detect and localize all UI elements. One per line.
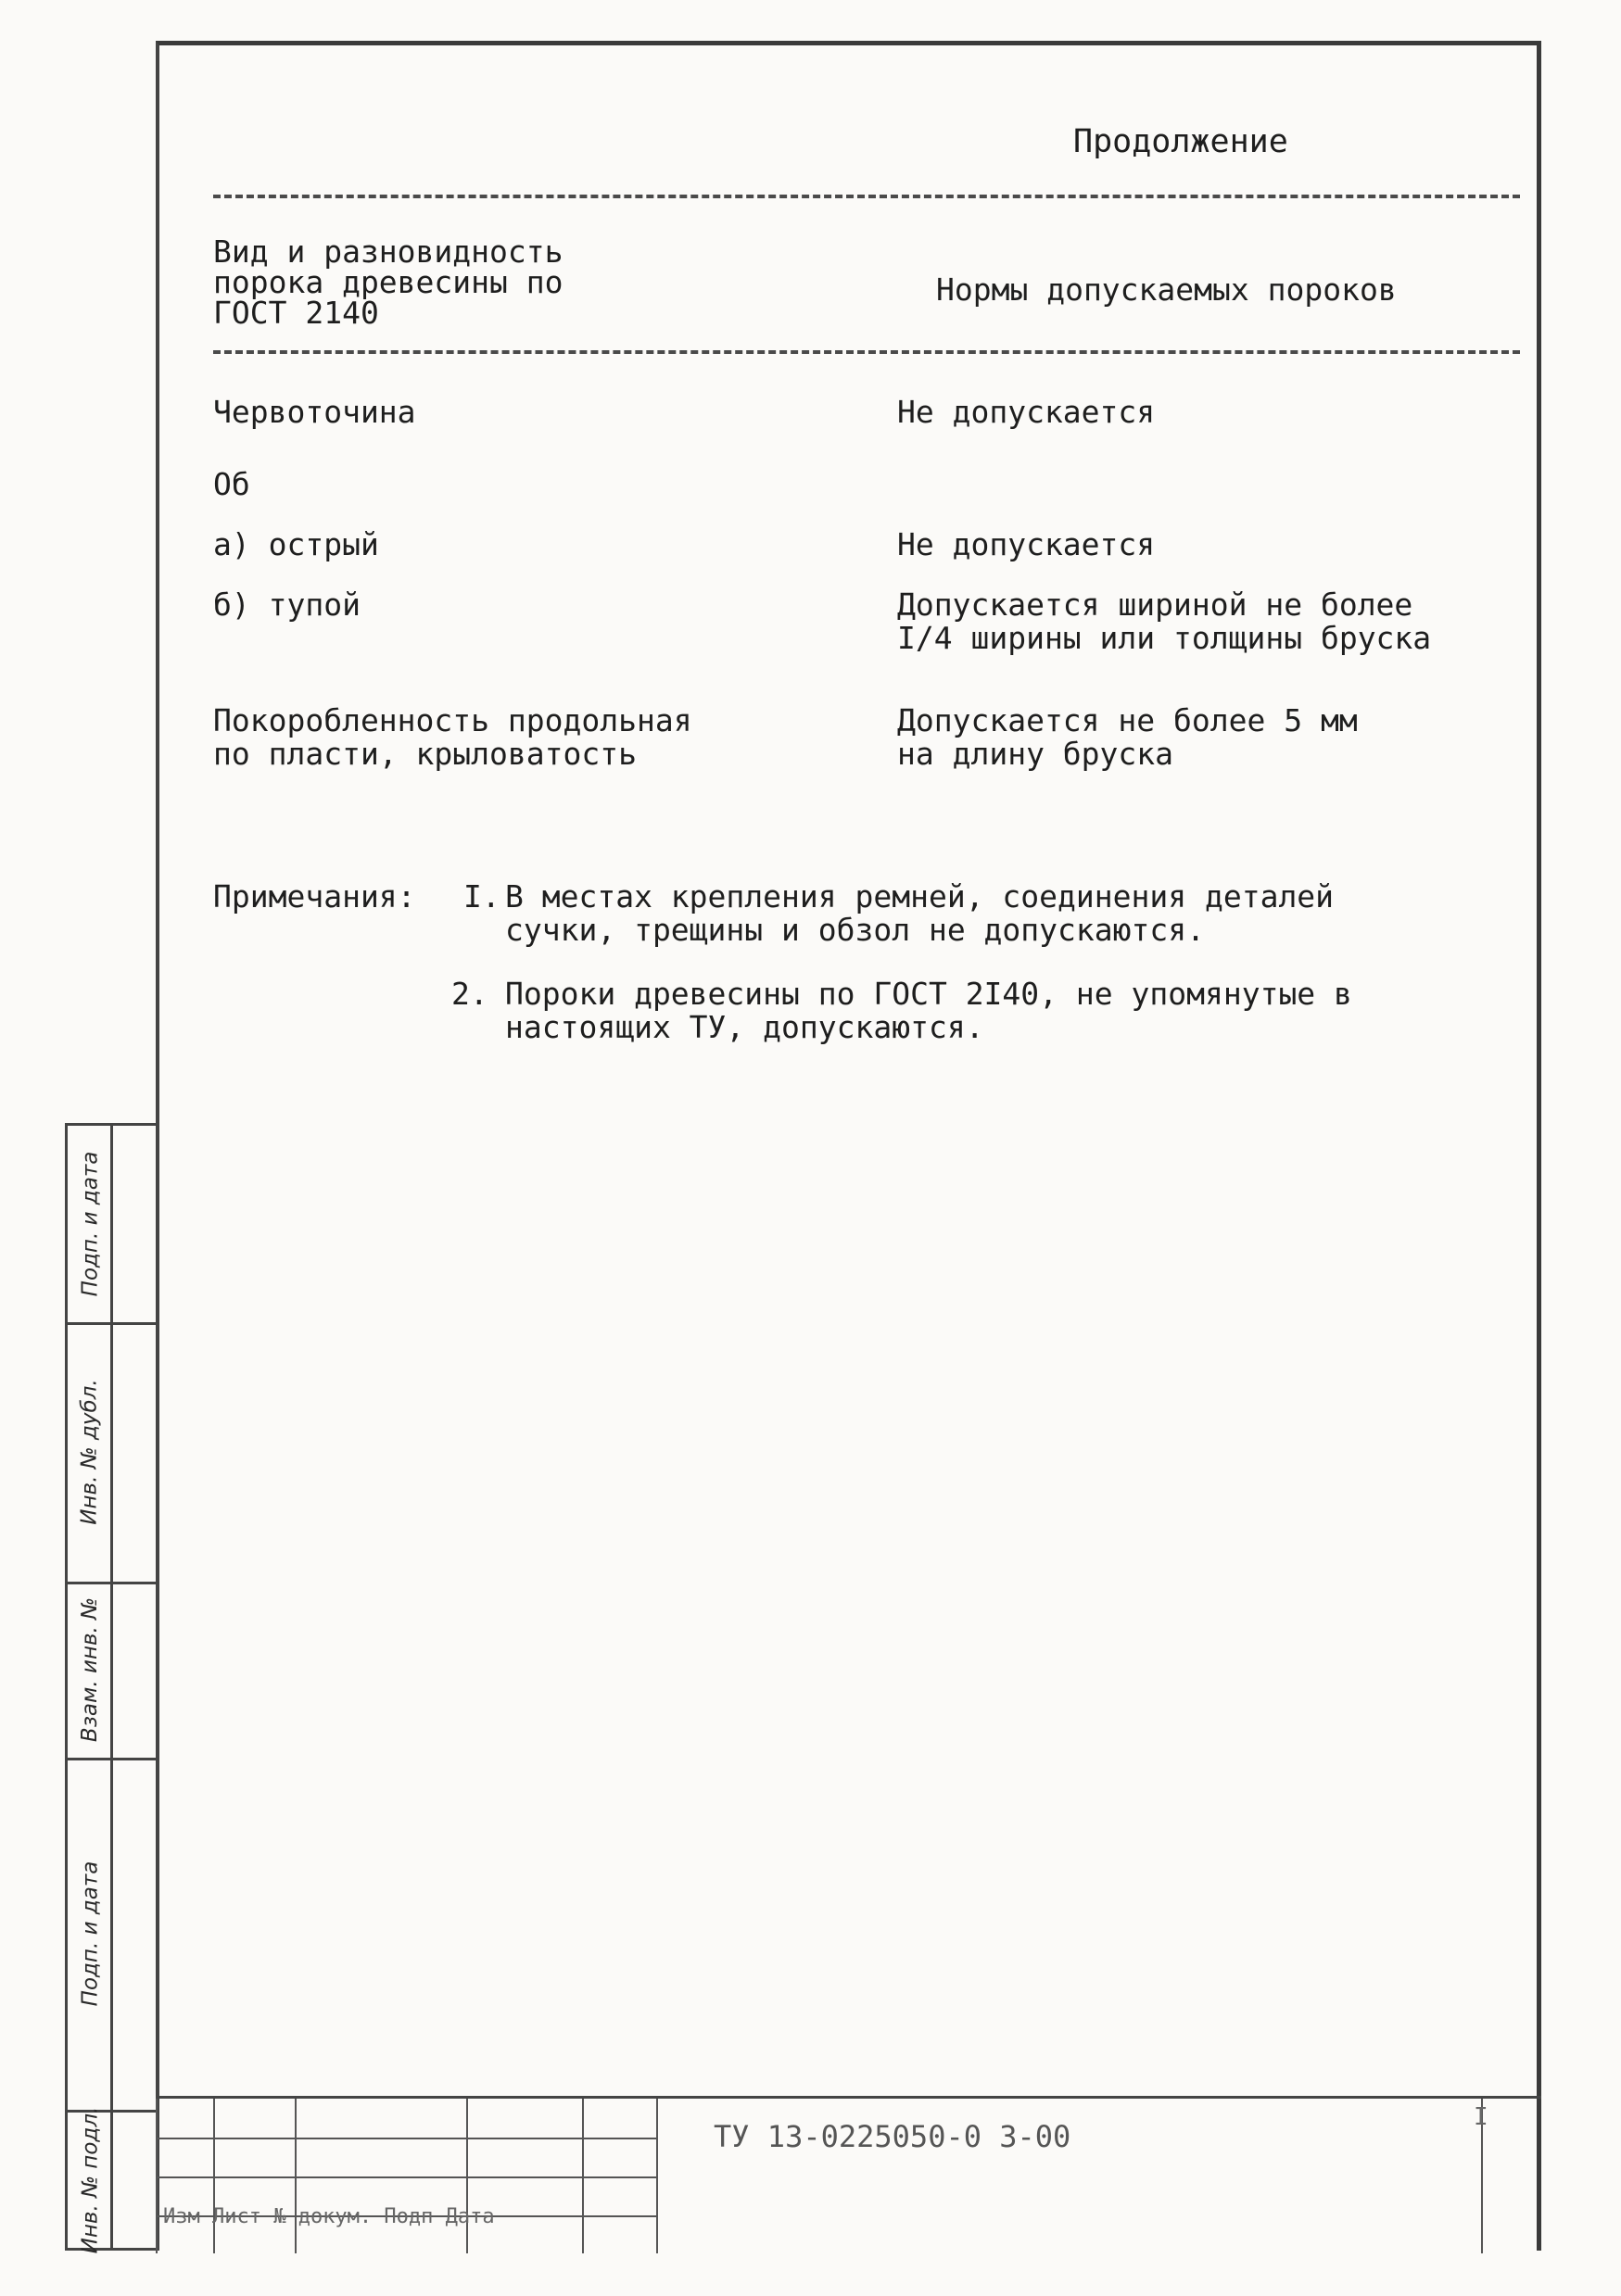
side-label-inv-podl: Инв. № подл. (78, 2106, 102, 2254)
header-col-norms: Нормы допускаемых пороков (936, 271, 1397, 308)
note-1-number: I. (463, 878, 500, 915)
note-2-number: 2. (451, 976, 488, 1012)
side-label-podp-data: Подп. и дата (78, 1861, 102, 2007)
page-frame (156, 41, 1541, 2251)
note-2-text: Пороки древесины по ГОСТ 2I40, не упомянутые в настоящих ТУ, допускаются. (505, 976, 1352, 1046)
row-3-norm: Не допускается (897, 526, 1156, 562)
document-code: ТУ 13-0225050-0 3-00 (714, 2119, 1071, 2154)
row-2-defect: Об (213, 466, 250, 502)
row-5-defect: Покоробленность продольная по пласти, крыловатость (213, 702, 692, 773)
side-label-podp-data-2: Подп. и дата (78, 1151, 102, 1297)
row-1-norm: Не допускается (897, 394, 1156, 430)
row-4-defect: б) тупой (213, 587, 361, 623)
row-3-defect: а) острый (213, 526, 379, 562)
notes-label: Примечания: (213, 878, 416, 915)
stamp-columns-row: Изм Лист № докум. Подп Дата (163, 2205, 495, 2228)
note-1-text: В местах крепления ремней, соединения деталей сучки, трещины и обзол не допускаются. (505, 878, 1335, 949)
header-col-defect: Вид и разновидность порока древесины по ГОСТ 2140 (213, 233, 564, 331)
continuation-label: Продолжение (1073, 123, 1288, 160)
row-5-norm: Допускается не более 5 мм на длину бруска (897, 702, 1358, 773)
sheet-number: I (1474, 2103, 1488, 2131)
side-stamp-strip (65, 1123, 158, 2254)
row-1-defect: Червоточина (213, 394, 416, 430)
table-top-rule (213, 195, 1520, 198)
side-label-vzam-inv: Взам. инв. № (78, 1596, 103, 1743)
row-4-norm: Допускается шириной не более I/4 ширины или толщины бруска (897, 587, 1432, 657)
side-label-inv-dubl: Инв. № дубл. (78, 1379, 102, 1525)
table-header-rule (213, 350, 1520, 354)
side-strip-divider (110, 1126, 113, 2248)
